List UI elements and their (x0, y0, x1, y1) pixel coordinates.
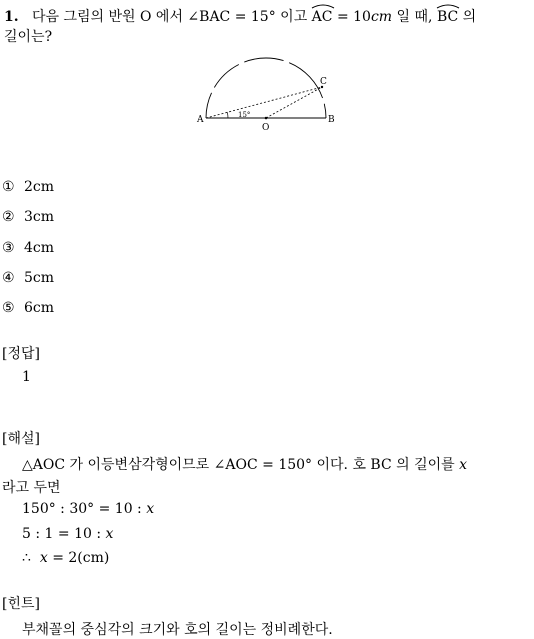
answer-label: [정답] (2, 346, 40, 362)
chord-ac (206, 87, 322, 118)
arc-bc-text: BC (436, 9, 459, 25)
center-point (265, 117, 268, 120)
hint-text: 부채꼴의 중심각의 크기와 호의 길이는 정비례한다. (22, 622, 333, 638)
choice-4[interactable] (2, 270, 54, 286)
question-number: 1. (4, 9, 19, 25)
equation-3-rest: = 2(cm) (52, 550, 110, 566)
arc-ac-label (312, 9, 333, 25)
point-a-label: A (197, 115, 204, 125)
choice-text: 2cm (24, 179, 55, 195)
choice-3[interactable] (2, 240, 54, 256)
semicircle-figure (196, 56, 346, 142)
choice-marker: ③ (2, 240, 15, 256)
equation-3 (22, 550, 109, 566)
question-text-part1: 다음 그림의 반원 O 에서 ∠BAC = 15° 이고 (31, 9, 308, 25)
explanation-line-1 (22, 454, 467, 474)
choice-marker: ① (2, 179, 15, 195)
explanation-line-1-text: △AOC 가 이등변삼각형이므로 ∠AOC = 150° 이다. 호 BC 의 길이를 (22, 457, 455, 473)
explanation-label: [해설] (2, 431, 40, 447)
equation-1-var: x (146, 501, 155, 517)
question-text-part3: 일 때, (396, 9, 433, 25)
angle-label: 15° (238, 111, 251, 119)
question-line-2: 길이는? (4, 29, 53, 45)
equation-2-var: x (105, 526, 114, 542)
choice-text: 6cm (24, 300, 55, 316)
arc-ac-text: AC (311, 9, 333, 25)
arc-bc-label (437, 9, 458, 25)
equation-2-text: 5 : 1 = 10 : (22, 526, 102, 542)
semicircle-arc (206, 58, 326, 118)
semicircle-diagram (196, 56, 346, 138)
question-unit: cm (370, 9, 393, 25)
equation-1 (22, 501, 154, 517)
choice-1[interactable] (2, 179, 54, 195)
point-o-label: O (262, 123, 270, 133)
point-c-label: C (320, 77, 327, 87)
choice-text: 5cm (24, 270, 55, 286)
angle-arc (227, 112, 228, 118)
point-b-label: B (328, 115, 335, 125)
choice-2[interactable] (2, 209, 54, 225)
explanation-line-1-var: x (459, 457, 468, 473)
choice-marker: ④ (2, 270, 15, 286)
arc-hat-icon (436, 3, 460, 9)
hint-label: [힌트] (2, 596, 40, 612)
question-line-1 (4, 6, 476, 26)
equation-1-text: 150° : 30° = 10 : (22, 501, 142, 517)
choice-text: 3cm (24, 209, 55, 225)
equation-3-var: x (39, 550, 48, 566)
choice-marker: ⑤ (2, 300, 15, 316)
choice-text: 4cm (24, 240, 55, 256)
equation-2 (22, 526, 113, 542)
question-text-part2: = 10 (336, 9, 371, 25)
question-text-part4: 의 (462, 9, 477, 25)
equation-3-prefix: ∴ (22, 550, 31, 566)
explanation-line-2: 라고 두면 (2, 480, 61, 496)
choice-marker: ② (2, 209, 15, 225)
choice-5[interactable] (2, 300, 54, 316)
segment-oc (266, 87, 322, 118)
answer-value: 1 (22, 369, 31, 385)
arc-hat-icon (311, 3, 335, 9)
